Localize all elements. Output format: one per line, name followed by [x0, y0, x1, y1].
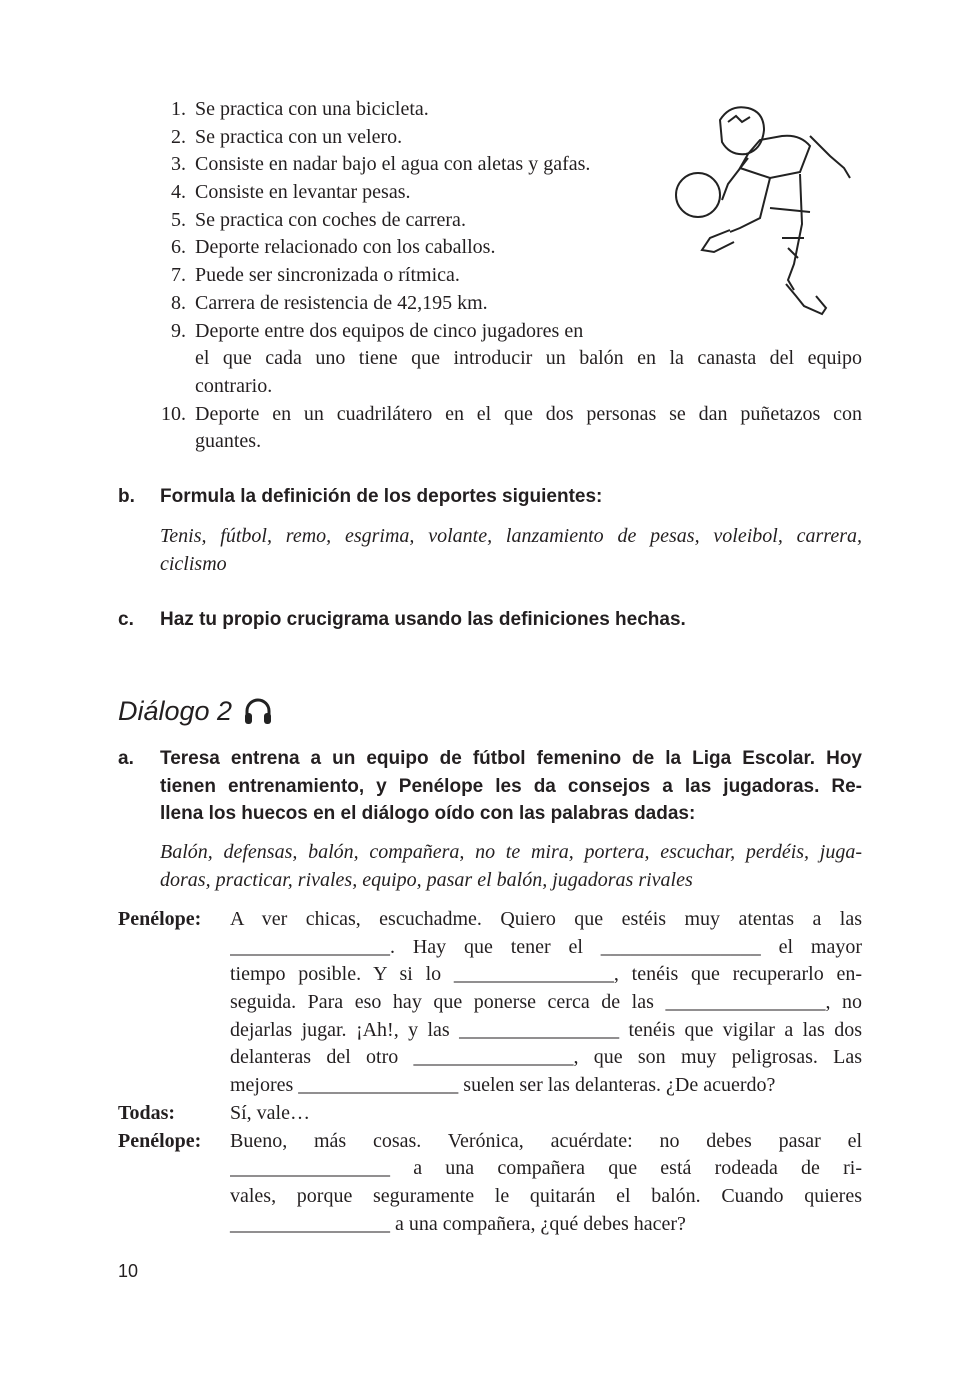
list-item: [160, 318, 862, 401]
speaker-name: Penélope:: [118, 1129, 202, 1152]
text-line: ________________ a una compañera, ¿qué debes hacer?: [230, 1212, 686, 1235]
text-line: el que cada uno tiene que introducir un balón en la canasta del equipo: [195, 347, 862, 370]
dialogue-turn: [0, 1128, 957, 1239]
section-b-title: Formula la definición de los deportes siguientes:: [160, 486, 603, 507]
text-line: Tenis, fútbol, remo, esgrima, volante, lanzamiento de pesas, voleibol, carrera,: [160, 525, 862, 547]
section-c-label: c.: [118, 609, 134, 630]
text-line: doras, practicar, rivales, equipo, pasar el balón, jugadoras rivales: [160, 868, 693, 891]
section-a-label: a.: [118, 748, 134, 769]
text-line: Se practica con un velero.: [195, 125, 403, 148]
text-line: dejarlas jugar. ¡Ah!, y las ________________ tenéis que vigilar a las dos: [230, 1018, 862, 1041]
text-line: Se practica con una bicicleta.: [195, 98, 429, 120]
section-b-label: b.: [118, 486, 135, 507]
list-number: 9.: [171, 319, 186, 342]
text-line: seguida. Para eso hay que ponerse cerca de las ________________, no: [230, 991, 862, 1014]
text-line: tienen entrenamiento, y Penélope les da consejos a las jugadoras. Re-: [160, 775, 862, 797]
text-line: Teresa entrena a un equipo de fútbol femenino de la Liga Escolar. Hoy: [160, 748, 862, 769]
list-number: 3.: [171, 153, 186, 176]
list-number: 6.: [171, 236, 186, 259]
list-number: 5.: [171, 208, 186, 231]
text-line: ________________. Hay que tener el ________________ el mayor: [230, 935, 862, 958]
list-number: 8.: [171, 291, 186, 314]
speaker-name: Todas:: [118, 1101, 176, 1124]
dialogue-heading-row: [118, 692, 274, 730]
text-line: Se practica con coches de carrera.: [195, 208, 466, 231]
text-line: Balón, defensas, balón, compañera, no te mira, portera, escuchar, perdéis, juga-: [160, 841, 862, 863]
text-line: Deporte entre dos equipos de cinco jugadores en: [195, 319, 584, 342]
text-line: Deporte en un cuadrilátero en el que dos personas se dan puñetazos con: [195, 402, 862, 425]
text-line: tiempo posible. Y si lo ________________, tenéis que recuperarlo en-: [230, 963, 862, 986]
text-line: A ver chicas, escuchadme. Quiero que estéis muy atentas a las: [230, 908, 862, 930]
section-a-title: [160, 745, 862, 828]
dialogue-heading: Diálogo 2: [118, 696, 233, 726]
text-line: Bueno, más cosas. Verónica, acuérdate: no debes pasar el: [230, 1129, 862, 1152]
list-number: 2.: [171, 125, 186, 148]
page-number: 10: [118, 1261, 139, 1281]
text-line: Deporte relacionado con los caballos.: [195, 236, 496, 259]
text-line: guantes.: [195, 430, 262, 453]
dialogue-turn: [0, 906, 957, 1100]
text-line: ciclismo: [160, 552, 227, 575]
text-line: Puede ser sincronizada o rítmica.: [195, 264, 460, 287]
dialogue: [0, 906, 957, 1238]
section-a-words: [160, 839, 862, 894]
text-line: delanteras del otro ________________, que son muy peligrosas. Las: [230, 1046, 862, 1069]
text-line: Consiste en nadar bajo el agua con aletas y gafas.: [195, 153, 591, 176]
text-line: ________________ a una compañera que está rodeada de ri-: [230, 1157, 862, 1180]
text-line: Consiste en levantar pesas.: [195, 181, 411, 204]
section-c-title: Haz tu propio crucigrama usando las definiciones hechas.: [160, 609, 686, 630]
section-b-words: [160, 523, 862, 578]
list-number: 7.: [171, 264, 186, 287]
text-line: llena los huecos en el diálogo oído con las palabras dadas:: [160, 803, 696, 825]
list-item: [160, 401, 862, 456]
text-line: Carrera de resistencia de 42,195 km.: [195, 291, 488, 314]
speaker-name: Penélope:: [118, 908, 202, 930]
list-number: 10.: [161, 402, 186, 425]
soccer-player-illustration: [670, 98, 865, 328]
list-number: 1.: [171, 98, 186, 120]
text-line: mejores ________________ suelen ser las delanteras. ¿De acuerdo?: [230, 1074, 776, 1097]
headphones-icon: [242, 695, 274, 727]
dialogue-turn: [0, 1100, 957, 1128]
list-number: 4.: [171, 181, 186, 204]
text-line: contrario.: [195, 374, 273, 397]
text-line: Sí, vale…: [230, 1101, 310, 1124]
text-line: vales, porque seguramente le quitarán el balón. Cuando quieres: [230, 1184, 862, 1207]
